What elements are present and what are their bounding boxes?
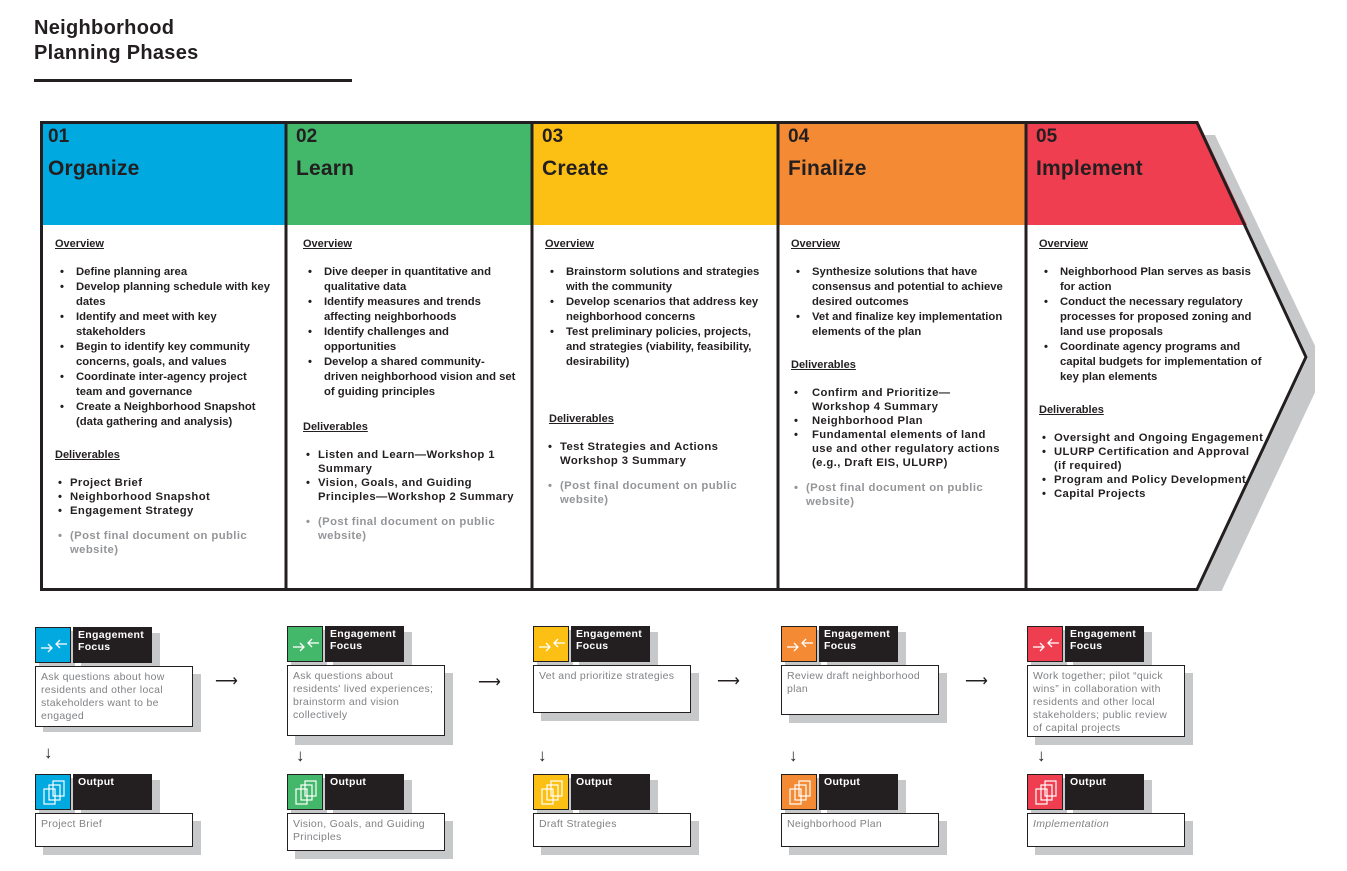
output-create (533, 774, 698, 847)
arrow-right-icon: ⟶ (478, 674, 501, 691)
phase-number: 02 (296, 126, 318, 147)
overview-item: • Develop scenarios that address key neighborhood concerns (545, 295, 764, 325)
arrow-right-icon: ⟶ (717, 673, 740, 690)
converge-arrows-icon (1027, 626, 1063, 662)
deliverable-item: • Neighborhood Plan (791, 414, 1008, 428)
deliverable-item: • ULURP Certification and Approval (if required) (1039, 445, 1264, 473)
documents-icon (1027, 774, 1063, 810)
overview-item: • Identify measures and trends affecting neighborhoods (303, 295, 518, 325)
engagement-focus-text: Ask questions about how residents and other local stakeholders want to be engaged (35, 666, 193, 727)
post-final-note: • (Post final document on public website) (545, 479, 764, 507)
overview-item: • Neighborhood Plan serves as basis for action (1039, 265, 1264, 295)
phase-number: 03 (542, 126, 564, 147)
engagement-focus-text: Vet and prioritize strategies (533, 665, 691, 713)
output-text: Neighborhood Plan (781, 813, 939, 847)
deliverable-item: • Oversight and Ongoing Engagement (1039, 431, 1264, 445)
arrow-right-icon: ⟶ (965, 673, 988, 690)
engagement-focus-implement (1027, 626, 1192, 737)
title-divider (34, 79, 352, 82)
deliverable-item: • Project Brief (55, 476, 272, 490)
title-line-2: Planning Phases (34, 42, 199, 64)
phase-name: Learn (296, 157, 355, 180)
overview-list (791, 265, 1012, 340)
engagement-focus-tag: Engagement Focus (73, 627, 152, 663)
deliverables-list (1039, 431, 1264, 501)
overview-item: • Identify challenges and opportunities (303, 325, 518, 355)
output-tag: Output (819, 774, 898, 810)
overview-item: • Develop planning schedule with key dates (55, 280, 272, 310)
phase-body (40, 225, 286, 557)
deliverable-item: • Test Strategies and Actions Workshop 3 Summary (545, 440, 764, 468)
output-text: Draft Strategies (533, 813, 691, 847)
phase-number: 01 (48, 126, 70, 147)
overview-label: Overview (55, 238, 104, 250)
phase-learn (288, 121, 532, 591)
output-organize (35, 774, 200, 847)
overview-label: Overview (791, 238, 840, 250)
phase-name: Finalize (788, 157, 867, 180)
converge-arrows-icon (287, 626, 323, 662)
deliverable-item: • Neighborhood Snapshot (55, 490, 272, 504)
deliverable-item: • Engagement Strategy (55, 504, 272, 518)
deliverables-list (545, 440, 764, 468)
overview-item: • Define planning area (55, 265, 272, 280)
overview-label: Overview (1039, 238, 1088, 250)
phases-diagram (40, 121, 1315, 591)
overview-list (303, 265, 518, 400)
phase-name: Organize (48, 157, 140, 180)
output-tag: Output (73, 774, 152, 810)
overview-item: • Brainstorm solutions and strategies with the community (545, 265, 764, 295)
overview-item: • Coordinate agency programs and capital budgets for implementation of key plan elements (1039, 340, 1264, 385)
converge-arrows-icon (781, 626, 817, 662)
overview-item: • Develop a shared community-driven neighborhood vision and set of guiding principles (303, 355, 518, 400)
title-line-1: Neighborhood (34, 17, 175, 39)
output-learn (287, 774, 452, 851)
deliverables-label: Deliverables (791, 359, 856, 371)
overview-label: Overview (303, 238, 352, 250)
arrow-down-icon: ↓ (296, 746, 305, 765)
overview-item: • Begin to identify key community concerns, goals, and values (55, 340, 272, 370)
deliverables-list (55, 476, 272, 518)
documents-icon (533, 774, 569, 810)
phase-header (1028, 121, 1278, 225)
deliverable-item: • Confirm and Prioritize—Workshop 4 Summary (791, 386, 1008, 414)
deliverable-item: • Fundamental elements of land use and other regulatory actions (e.g., Draft EIS, ULURP) (791, 428, 1008, 470)
overview-list (55, 265, 272, 430)
overview-item: • Conduct the necessary regulatory processes for proposed zoning and land use proposals (1039, 295, 1264, 340)
documents-icon (781, 774, 817, 810)
output-finalize (781, 774, 946, 847)
engagement-focus-create (533, 626, 698, 713)
phase-body (780, 225, 1026, 509)
overview-item: • Test preliminary policies, projects, and strategies (viability, feasibility, desirability) (545, 325, 764, 370)
overview-list (545, 265, 764, 370)
engagement-focus-tag: Engagement Focus (819, 626, 898, 662)
deliverable-item: • Listen and Learn—Workshop 1 Summary (303, 448, 518, 476)
engagement-focus-learn (287, 626, 452, 736)
engagement-focus-tag: Engagement Focus (325, 626, 404, 662)
deliverable-item: • Vision, Goals, and Guiding Principles—Workshop 2 Summary (303, 476, 518, 504)
phase-name: Implement (1036, 157, 1143, 180)
deliverables-list (303, 448, 518, 504)
post-final-note: • (Post final document on public website) (55, 529, 272, 557)
engagement-focus-text: Ask questions about residents' lived experiences; brainstorm and vision collectively (287, 665, 445, 736)
deliverable-item: • Capital Projects (1039, 487, 1264, 501)
overview-list (1039, 265, 1264, 385)
output-tag: Output (571, 774, 650, 810)
overview-item: • Coordinate inter-agency project team and governance (55, 370, 272, 400)
phase-body (288, 225, 532, 543)
phase-number: 05 (1036, 126, 1058, 147)
overview-label: Overview (545, 238, 594, 250)
phase-finalize (780, 121, 1026, 591)
output-implement (1027, 774, 1192, 847)
output-tag: Output (325, 774, 404, 810)
arrow-down-icon: ↓ (538, 746, 547, 765)
phase-name: Create (542, 157, 609, 180)
deliverable-item: • Program and Policy Development (1039, 473, 1264, 487)
deliverables-list (791, 386, 1012, 470)
converge-arrows-icon (533, 626, 569, 662)
engagement-focus-organize (35, 627, 200, 727)
deliverables-label: Deliverables (1039, 404, 1104, 416)
overview-item: • Identify and meet with key stakeholders (55, 310, 272, 340)
deliverables-label: Deliverables (549, 413, 614, 425)
phase-organize (40, 121, 286, 591)
output-text: Implementation (1027, 813, 1185, 847)
output-text: Project Brief (35, 813, 193, 847)
arrow-right-icon: ⟶ (215, 673, 238, 690)
arrow-down-icon: ↓ (789, 746, 798, 765)
arrow-down-icon: ↓ (1037, 746, 1046, 765)
phase-body (534, 225, 778, 507)
phase-header (534, 121, 778, 225)
overview-item: • Create a Neighborhood Snapshot (data gathering and analysis) (55, 400, 272, 430)
engagement-focus-tag: Engagement Focus (1065, 626, 1144, 662)
phase-implement (1028, 121, 1278, 591)
phase-header (40, 121, 286, 225)
phase-create (534, 121, 778, 591)
overview-item: • Synthesize solutions that have consensus and potential to achieve desired outcomes (791, 265, 1012, 310)
documents-icon (287, 774, 323, 810)
documents-icon (35, 774, 71, 810)
output-tag: Output (1065, 774, 1144, 810)
engagement-focus-text: Review draft neighborhood plan (781, 665, 939, 715)
arrow-down-icon: ↓ (44, 743, 53, 762)
engagement-focus-finalize (781, 626, 946, 715)
deliverables-label: Deliverables (303, 421, 368, 433)
phase-header (288, 121, 532, 225)
engagement-focus-text: Work together; pilot “quick wins” in collaboration with residents and other local stakeholders; public review of capital projects (1027, 665, 1185, 737)
engagement-focus-tag: Engagement Focus (571, 626, 650, 662)
post-final-note: • (Post final document on public website) (303, 515, 518, 543)
post-final-note: • (Post final document on public website) (791, 481, 1012, 509)
output-text: Vision, Goals, and Guiding Principles (287, 813, 445, 851)
overview-item: • Vet and finalize key implementation elements of the plan (791, 310, 1012, 340)
phase-header (780, 121, 1026, 225)
overview-item: • Dive deeper in quantitative and qualitative data (303, 265, 518, 295)
deliverables-label: Deliverables (55, 449, 120, 461)
converge-arrows-icon (35, 627, 71, 663)
phase-body (1028, 225, 1278, 512)
page-title (34, 16, 199, 66)
phase-number: 04 (788, 126, 810, 147)
